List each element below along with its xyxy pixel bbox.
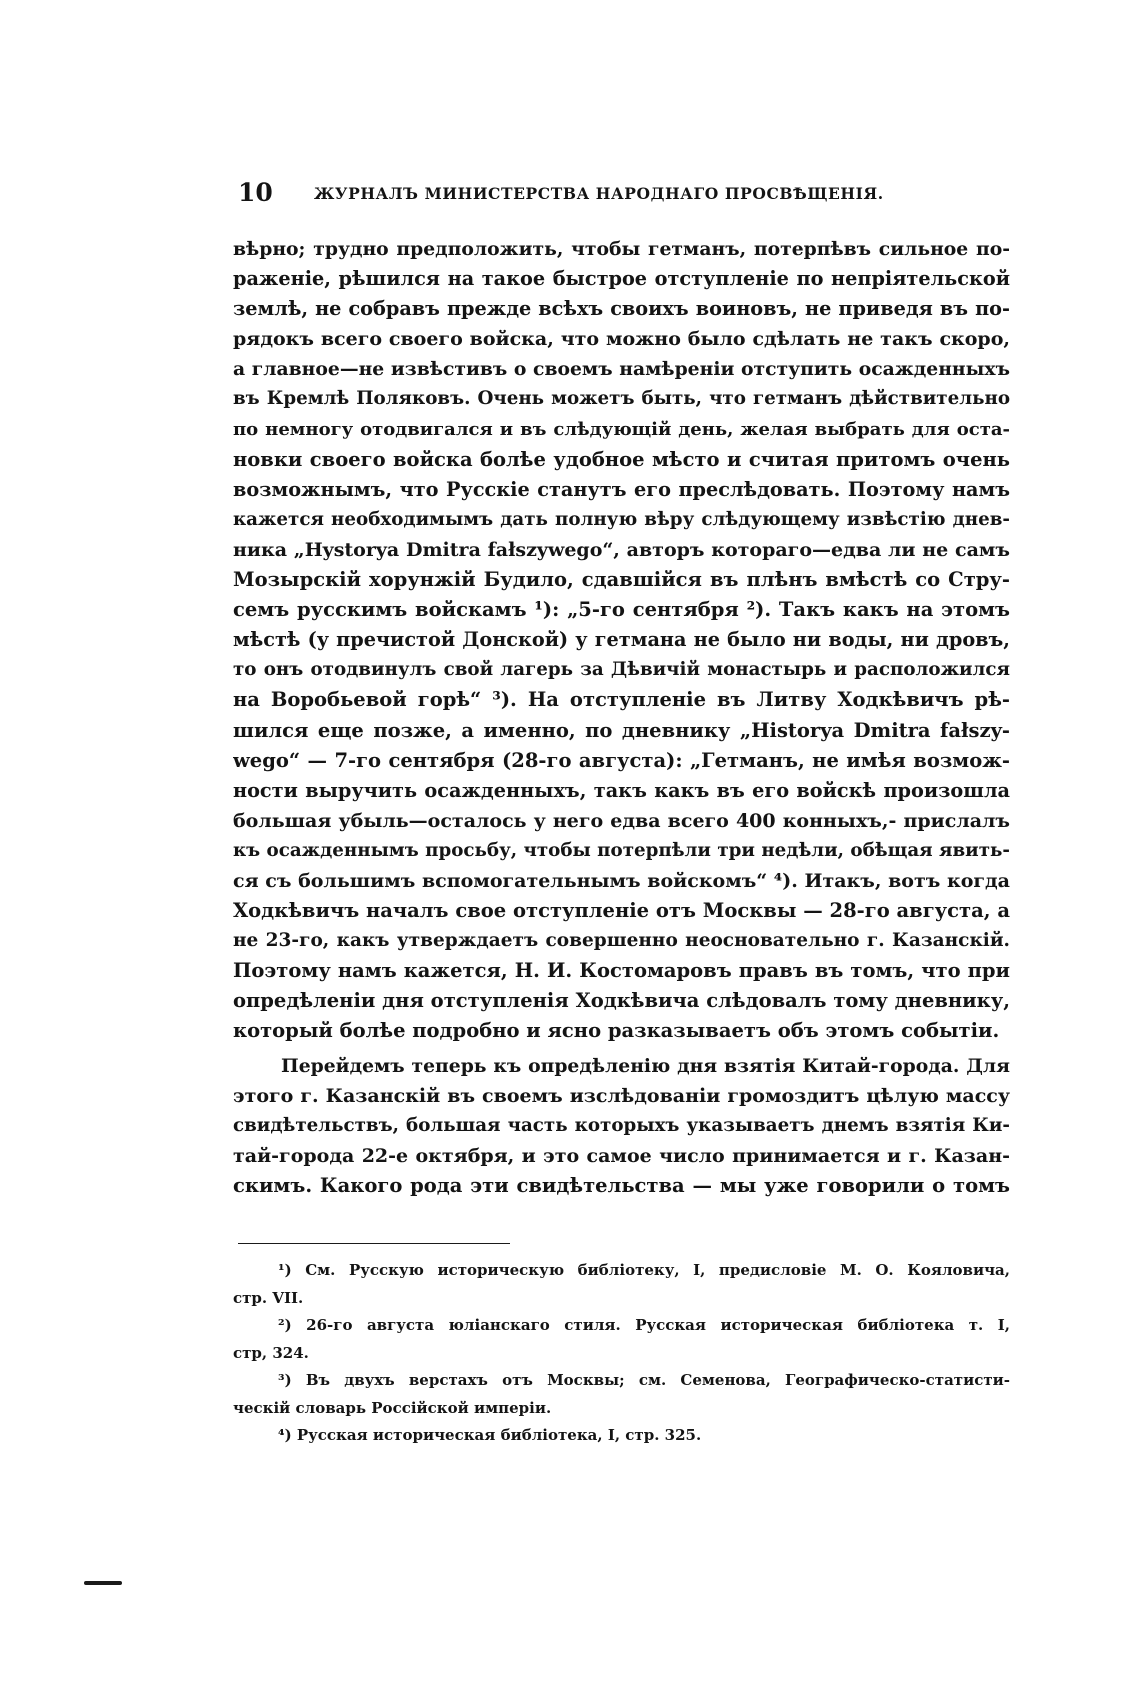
margin-mark (84, 1581, 122, 1585)
text-line: скимъ. Какого рода эти свидѣтельства — мы уже говорили о томъ (233, 1173, 1010, 1197)
text-line: въ Кремлѣ Поляковъ. Очень можетъ быть, что гетманъ дѣйствительно (233, 388, 1010, 410)
footnote-separator (238, 1243, 510, 1244)
text-line: Перейдемъ теперь къ опредѣленію дня взятія Китай-города. Для (281, 1054, 1010, 1077)
footnote-line: ²) 26-го августа юліанскаго стиля. Русская историческая библіотека т. I, (278, 1316, 1010, 1334)
text-line: возможнымъ, что Русскіе станутъ его преслѣдовать. Поэтому намъ (233, 477, 1010, 501)
footnote-line: стр. VII. (233, 1288, 304, 1307)
text-line: новки своего войска болѣе удобное мѣсто и считая притомъ очень (233, 447, 1010, 471)
text-line: кажется необходимымъ дать полную вѣру слѣдующему извѣстію днев- (233, 508, 1010, 530)
text-line: этого г. Казанскій въ своемъ изслѣдованіи громоздитъ цѣлую массу (233, 1084, 1010, 1107)
footnote-line: ¹) См. Русскую историческую библіотеку, I, предисловіе М. О. Кояловича, (278, 1261, 1010, 1279)
text-line: то онъ отодвинулъ свой лагерь за Дѣвичій монастырь и расположился (233, 659, 1010, 681)
text-line: шился еще позже, а именно, по дневнику „Historya Dmitra fałszy- (233, 718, 1010, 742)
text-line: мѣстѣ (у пречистой Донской) у гетмана не было ни воды, ни дровъ, (233, 628, 1010, 652)
text-line: большая убыль—осталось у него едва всего 400 конныхъ,- прислалъ (233, 809, 1010, 832)
paragraph-2 (233, 1051, 1010, 1201)
paragraph-1 (233, 234, 1010, 1047)
footnote-line: стр, 324. (233, 1343, 309, 1362)
text-line: а главное—не извѣстивъ о своемъ намѣреніи отступить осажденныхъ (233, 358, 1010, 381)
running-title: ЖУРНАЛЪ МИНИСТЕРСТВА НАРОДНАГО ПРОСВѢЩЕНІЯ. (314, 184, 884, 203)
text-line: вѣрно; трудно предположить, чтобы гетманъ, потерпѣвъ сильное по- (233, 238, 1010, 260)
text-line: Мозырскій хорунжій Будило, сдавшійся въ плѣнъ вмѣстѣ со Стру- (233, 568, 1010, 592)
footnote-line: ⁴) Русская историческая библіотека, I, стр. 325. (278, 1426, 702, 1444)
text-line: по немногу отодвигался и въ слѣдующій день, желая выбрать для оста- (233, 418, 1010, 440)
text-line: землѣ, не собравъ прежде всѣхъ своихъ воиновъ, не приведя въ по- (233, 297, 1010, 321)
text-line: рядокъ всего своего войска, что можно было сдѣлать не такъ скоро, (233, 328, 1010, 351)
text-line: который болѣе подробно и ясно разказываетъ объ этомъ событіи. (233, 1019, 1000, 1043)
footnote-line: ческій словарь Россійской имперіи. (233, 1398, 552, 1417)
text-line: не 23-го, какъ утверждаетъ совершенно неосновательно г. Казанскій. (233, 930, 1010, 952)
footnote-line: ³) Въ двухъ верстахъ отъ Москвы; см. Семенова, Географическо-статисти- (278, 1371, 1010, 1389)
text-line: ся съ большимъ вспомогательнымъ войскомъ“ ⁴). Итакъ, вотъ когда (233, 869, 1010, 892)
text-line: къ осажденнымъ просьбу, чтобы потерпѣли три недѣли, обѣщая явить- (233, 839, 1010, 861)
text-line: ности выручить осажденныхъ, такъ какъ въ его войскѣ произошла (233, 778, 1010, 802)
main-text (233, 234, 1010, 1201)
text-line: Ходкѣвичъ началъ свое отступленіе отъ Москвы — 28-го августа, а (233, 899, 1010, 923)
text-line: Поэтому намъ кажется, Н. И. Костомаровъ правъ въ томъ, что при (233, 959, 1010, 983)
text-line: wego“ — 7-го сентября (28-го августа): „Гетманъ, не имѣя возмож- (233, 748, 1010, 772)
text-line: свидѣтельствъ, большая часть которыхъ указываетъ днемъ взятія Ки- (233, 1114, 1010, 1136)
text-line: ника „Hystorya Dmitra fałszywego“, авторъ котораго—едва ли не самъ (233, 538, 1010, 561)
text-line: семъ русскимъ войскамъ ¹): „5-го сентября ²). Такъ какъ на этомъ (233, 598, 1010, 622)
page-number: 10 (238, 178, 273, 207)
page-header (238, 178, 1012, 214)
text-line: раженіе, рѣшился на такое быстрое отступленіе по непріятельской (233, 267, 1010, 291)
text-line: опредѣленіи дня отступленія Ходкѣвича слѣдовалъ тому дневнику, (233, 989, 1010, 1013)
text-line: тай-города 22-е октября, и это самое число принимается и г. Казан- (233, 1144, 1010, 1167)
footnotes (233, 1257, 1010, 1450)
text-line: на Воробьевой горѣ“ ³). На отступленіе въ Литву Ходкѣвичъ рѣ- (233, 688, 1010, 712)
